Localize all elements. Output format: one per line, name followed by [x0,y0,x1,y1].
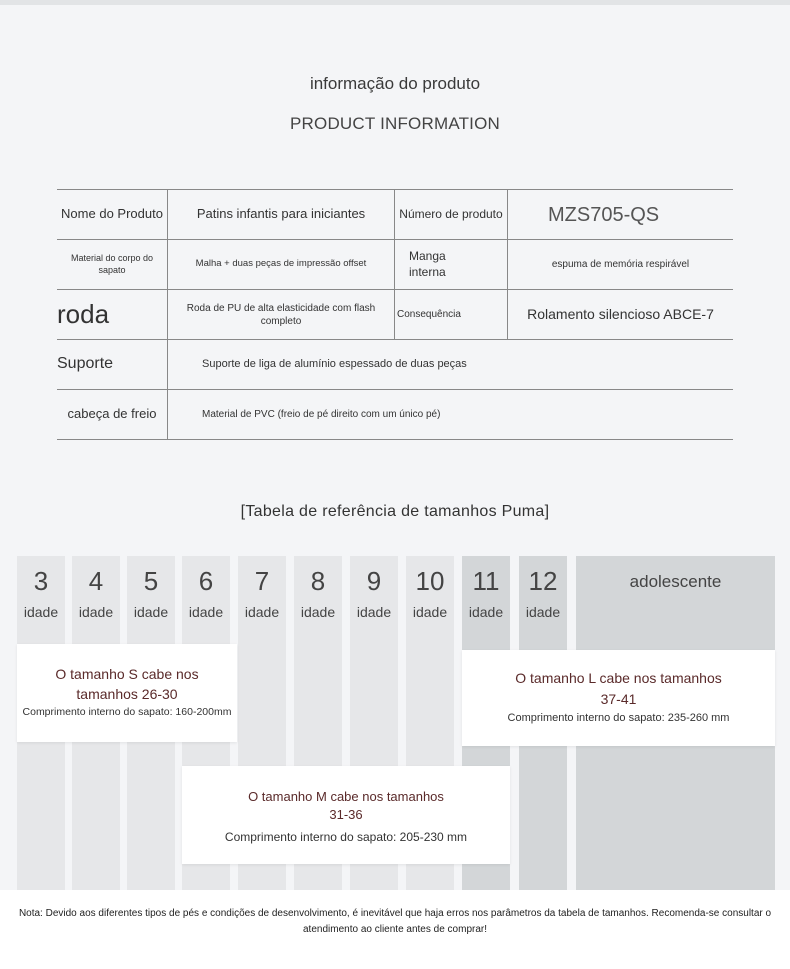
size-l-range: 37-41 [600,691,637,707]
product-name-value: Patins infantis para iniciantes [168,190,395,239]
age-label: idade [525,604,561,620]
age-number: 5 [143,566,159,596]
section-title-en: PRODUCT INFORMATION [290,114,500,133]
age-number: 11 [472,566,500,596]
brake-head-label: cabeça de freio [57,390,168,439]
table-row [57,290,733,340]
inner-sleeve-label [395,240,508,289]
product-info-table [57,189,733,440]
age-number: 7 [254,566,270,596]
size-m-box [182,766,510,864]
age-label: idade [300,604,336,620]
age-number: 4 [88,566,104,596]
teen-label: adolescente [629,572,722,591]
wheel-value: Roda de PU de alta elasticidade com flash completo [168,290,395,339]
size-s-box [17,644,237,742]
size-m-length: Comprimento interno do sapato: 205-230 mm [224,830,468,844]
size-s-length: Comprimento interno do sapato: 160-200mm [22,706,232,718]
size-m-text: O tamanho M cabe nos tamanhos [248,789,444,804]
age-number: 12 [528,566,558,596]
support-value: Suporte de liga de alumínio espessado de duas peças [202,358,467,371]
age-label: idade [188,604,224,620]
support-label: Suporte [57,340,168,389]
age-label: idade [356,604,392,620]
wheel-label: roda [57,290,168,339]
consequence-label: Consequência [395,290,508,339]
shoe-body-material-label: Material do corpo do sapato [57,240,168,289]
product-number-label: Número de produto [395,190,508,239]
table-row [57,340,733,390]
shoe-body-material-value: Malha + duas peças de impressão offset [168,240,395,289]
age-label: idade [244,604,280,620]
age-label: idade [78,604,114,620]
table-row [57,240,733,290]
size-disclaimer-note: Nota: Devido aos diferentes tipos de pés e condições de desenvolvimento, é inevitável que haja erros nos parâmetros da tabela de tamanhos. Recomenda-se consultar o atendimento ao cliente antes de comprar! [18,908,772,935]
age-label: idade [23,604,59,620]
inner-sleeve-label-text: Manga interna [409,248,446,279]
table-row [57,390,733,440]
size-l-box [462,650,775,746]
product-name-label: Nome do Produto [57,190,168,239]
size-s-text: O tamanho S cabe nos tamanhos 26-30 [55,666,199,702]
section-title-pt: informação do produto [309,74,481,93]
brake-head-value: Material de PVC (freio de pé direito com um único pé) [202,409,441,420]
product-number-value: MZS705-QS [548,203,660,226]
age-number: 9 [366,566,382,596]
age-label: idade [412,604,448,620]
age-label: idade [468,604,504,620]
inner-sleeve-value: espuma de memória respirável [551,259,690,270]
size-l-length: Comprimento interno do sapato: 235-260 mm [507,712,730,724]
top-divider [0,0,790,5]
size-m-range: 31-36 [329,807,363,822]
age-number: 3 [33,566,49,596]
age-label: idade [133,604,169,620]
size-chart-title: [Tabela de referência de tamanhos Puma] [240,503,550,520]
table-row [57,190,733,240]
age-number: 8 [310,566,326,596]
age-number: 6 [198,566,214,596]
age-number: 10 [415,566,445,596]
consequence-value: Rolamento silencioso ABCE-7 [527,306,714,323]
size-l-text: O tamanho L cabe nos tamanhos [515,670,722,686]
